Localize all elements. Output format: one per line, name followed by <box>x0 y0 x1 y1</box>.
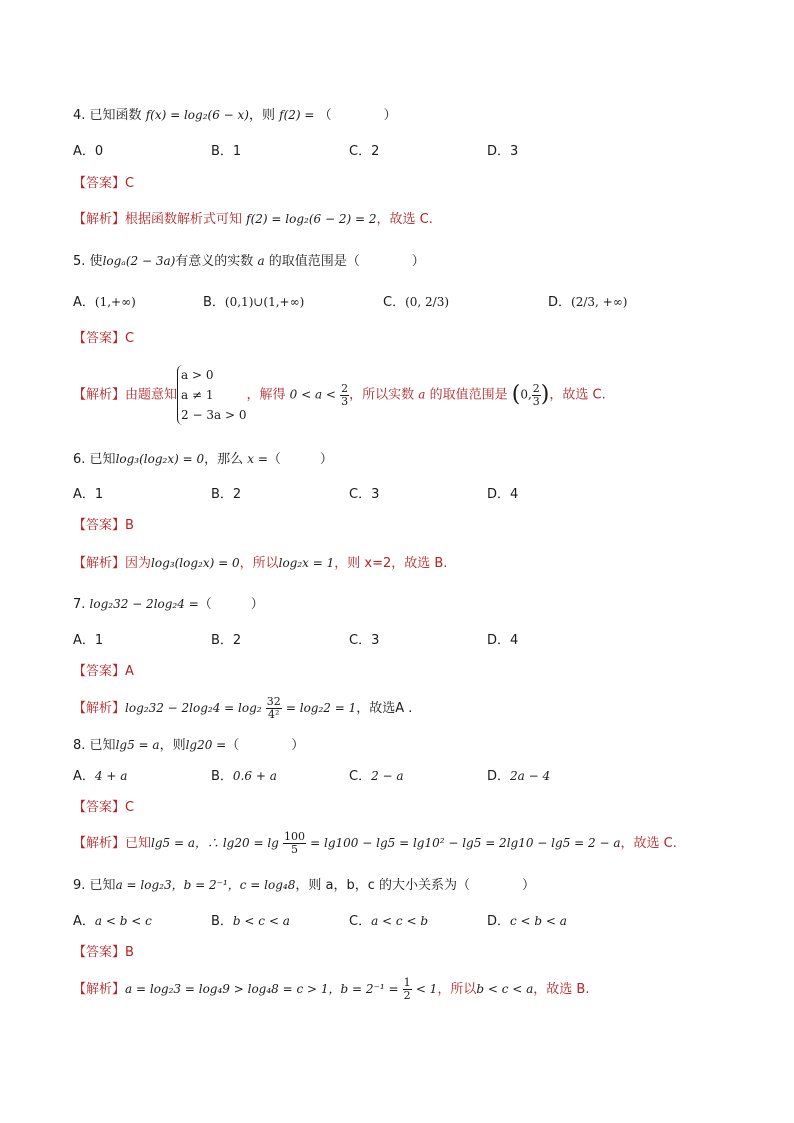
q7-option-a-letter: A． <box>73 633 95 648</box>
q4-option-a-value: 0 <box>94 144 104 159</box>
q5-explain-label: 【解析】 <box>73 387 126 403</box>
q5-case-2: a ≠ 1 <box>181 388 214 402</box>
q6-option-a-value: 1 <box>94 487 104 502</box>
q9-option-c <box>349 911 428 932</box>
q6-option-d-value: 4 <box>510 487 519 502</box>
q9-frac-den: 2 <box>403 989 411 1002</box>
q5-option-a-value: (1,+∞) <box>94 295 136 309</box>
q8-explain-end: ，故选 C. <box>620 836 677 851</box>
q9-explain-expr-d: b < c < a <box>476 982 534 996</box>
q8-option-c-letter: C． <box>349 769 372 784</box>
q9-expr-c: ，c = log₄8 <box>227 878 296 892</box>
q9-explain-expr-c: < 1 <box>415 982 438 996</box>
q4-answer-label: 【答案】 <box>73 176 126 191</box>
q5-explanation: 【解析】由题意知 a > 0 a ≠ 1 2 − 3a > 0 ，解得 0 < a < $\frac{2}{3}$ ，所以实数 a 的取值范围是 (0, $\frac{2}{3}$ )，故选 C. <box>73 365 606 425</box>
q5-option-d-letter: D． <box>548 295 572 310</box>
q9-explanation <box>73 975 589 1004</box>
q6-explain-text-c: ，则 x=2，故选 B. <box>334 556 448 571</box>
q4-explanation <box>73 209 433 230</box>
q7-explain-expr-b: = log₂2 = 1 <box>285 701 357 715</box>
q7-option-c <box>349 631 379 651</box>
q8-option-b-value: 0.6 + a <box>232 769 277 783</box>
q8-number: 8. <box>73 738 86 753</box>
q5-expr: logₐ(2 − 3a) <box>102 254 176 268</box>
q9-expr-a: a = log₂3 <box>115 878 172 892</box>
q8-explain-text-a: 已知 <box>125 836 152 851</box>
q6-option-b-letter: B． <box>211 487 233 502</box>
q9-fraction <box>403 977 412 1002</box>
q9-answer-label: 【答案】 <box>73 945 126 960</box>
q7-answer-value: A <box>125 664 134 679</box>
q5-explain-text-a: 由题意知 <box>125 387 178 403</box>
q9-option-a <box>73 911 152 932</box>
q4-answer <box>73 174 134 194</box>
q7-explain-expr-a: log₂32 − 2log₂4 = log₂ <box>125 701 262 715</box>
q5-fraction <box>340 383 349 408</box>
q7-stem <box>73 594 264 615</box>
q4-option-c-value: 2 <box>371 144 380 159</box>
q5-explain-ineq: 0 < a < <box>289 387 336 402</box>
q5-case-3: 2 − 3a > 0 <box>181 408 247 422</box>
q6-explain-text-a: 因为 <box>125 556 152 571</box>
q5-explain-text-b: ，解得 <box>246 387 286 403</box>
q8-text-b: ，则 <box>159 738 186 753</box>
q7-option-c-value: 3 <box>371 633 380 648</box>
q4-number: 4. <box>73 108 86 123</box>
q7-option-d-letter: D． <box>487 633 511 648</box>
q9-expr-b: ，b = 2⁻¹ <box>171 878 228 892</box>
q4-option-b <box>211 142 241 162</box>
q7-explanation <box>73 694 412 723</box>
q4-option-c-letter: C． <box>349 144 372 159</box>
q8-option-c-value: 2 − a <box>371 769 404 783</box>
q6-explanation <box>73 553 447 574</box>
q8-option-b <box>211 766 277 787</box>
q8-fraction <box>283 831 306 856</box>
q6-text-a: 已知 <box>89 452 116 467</box>
q8-answer-value: C <box>125 800 135 815</box>
q8-frac-den: 5 <box>290 843 298 856</box>
q8-answer-label: 【答案】 <box>73 800 126 815</box>
q4-explain-expr: f(2) = log₂(6 − 2) = 2 <box>246 212 377 226</box>
q8-explain-expr-a: lg5 = a <box>151 836 196 850</box>
q6-option-d-letter: D． <box>487 487 511 502</box>
q9-explain-label: 【解析】 <box>73 982 126 997</box>
q5-cases <box>177 365 246 425</box>
q7-option-a-value: 1 <box>94 633 104 648</box>
q9-number: 9. <box>73 878 86 893</box>
q6-expr: log₃(log₂x) = 0 <box>115 452 205 466</box>
q7-expr: log₂32 − 2log₂4 = <box>89 597 199 611</box>
q5-close-paren: ) <box>540 382 550 407</box>
q6-explain-expr-b: log₂x = 1 <box>278 556 335 570</box>
q6-option-c-value: 3 <box>371 487 380 502</box>
q5-frac-den: 3 <box>341 394 349 408</box>
q4-ask: f(2) = <box>279 108 315 122</box>
q5-option-b-value: (0,1)∪(1,+∞) <box>224 295 305 309</box>
q6-explain-label: 【解析】 <box>73 556 126 571</box>
q5-text-a: 使 <box>89 254 103 269</box>
q8-explain-label: 【解析】 <box>73 836 126 851</box>
q9-option-d-letter: D． <box>487 914 511 929</box>
q9-explain-expr-b: ，b = 2⁻¹ = <box>328 982 399 996</box>
q5-open-paren: ( <box>511 382 521 407</box>
q6-explain-expr-a: log₃(log₂x) = 0 <box>151 556 240 570</box>
q5-option-c-letter: C． <box>383 295 406 310</box>
q5-var: a <box>257 254 265 268</box>
q7-option-a <box>73 631 103 651</box>
q7-option-c-letter: C． <box>349 633 372 648</box>
q6-option-d <box>487 485 518 505</box>
q4-explain-end: ，故选 C. <box>376 212 433 227</box>
q8-option-d-value: 2a − 4 <box>510 769 551 783</box>
q4-text-b: ，则 <box>248 108 275 123</box>
q8-explanation <box>73 829 677 858</box>
q8-paren: （ ） <box>226 738 305 753</box>
q4-explain-text: 根据函数解析式可知 <box>125 212 243 227</box>
q5-case-1: a > 0 <box>181 368 214 382</box>
q8-option-a-value: 4 + a <box>94 769 128 783</box>
q5-explain-text-c: ，所以实数 <box>349 387 415 403</box>
q9-frac-num: 1 <box>403 976 411 989</box>
q6-option-c-letter: C． <box>349 487 372 502</box>
q4-option-b-letter: B． <box>211 144 233 159</box>
q6-answer-value: B <box>125 518 134 533</box>
q9-text-b: ，则 a，b，c 的大小关系为（ ） <box>295 878 535 893</box>
q8-option-b-letter: B． <box>211 769 233 784</box>
q7-answer-label: 【答案】 <box>73 664 126 679</box>
q9-option-c-letter: C． <box>349 914 372 929</box>
q8-option-a <box>73 766 127 787</box>
q5-option-a <box>73 292 136 313</box>
q6-text-b: ，那么 <box>204 452 244 467</box>
q7-option-b-value: 2 <box>232 633 242 648</box>
q9-option-b-letter: B． <box>211 914 233 929</box>
q4-option-d-value: 3 <box>510 144 519 159</box>
q8-option-a-letter: A． <box>73 769 95 784</box>
q6-ask: x = <box>247 452 268 466</box>
q5-option-d <box>548 292 627 313</box>
q4-option-d-letter: D． <box>487 144 511 159</box>
q6-answer <box>73 516 134 536</box>
q8-stem <box>73 735 304 756</box>
q7-option-d <box>487 631 518 651</box>
q7-explain-end: ，故选A . <box>356 701 413 716</box>
q8-option-d-letter: D． <box>487 769 511 784</box>
q4-explain-label: 【解析】 <box>73 212 126 227</box>
q9-option-a-value: a < b < c <box>94 914 152 928</box>
q5-text-b: 有意义的实数 <box>175 254 254 269</box>
q8-ask: lg20 = <box>185 738 227 752</box>
q4-option-b-value: 1 <box>232 144 242 159</box>
q9-option-d-value: c < b < a <box>510 914 567 928</box>
q4-stem <box>73 105 397 126</box>
q5-range-fraction: $\frac{2}{3}$ <box>532 381 540 408</box>
q7-paren: （ ） <box>198 597 264 612</box>
q7-option-b-letter: B． <box>211 633 233 648</box>
q7-number: 7. <box>73 597 86 612</box>
q5-option-d-value: (2/3, +∞) <box>571 295 628 309</box>
q8-text-a: 已知 <box>89 738 116 753</box>
q9-explain-end: ，故选 B. <box>533 982 590 997</box>
q7-frac-den: 4² <box>268 708 280 721</box>
q4-option-a <box>73 142 103 162</box>
q4-text-a: 已知函数 <box>89 108 142 123</box>
q5-explain-text-d: 的取值范围是 <box>429 387 508 403</box>
q9-text-a: 已知 <box>89 878 116 893</box>
q9-option-b-value: b < c < a <box>232 914 290 928</box>
q8-answer <box>73 798 134 818</box>
q6-option-a <box>73 485 103 505</box>
q7-option-d-value: 4 <box>510 633 519 648</box>
q9-explain-expr-a: a = log₂3 = log₄9 > log₄8 = c > 1 <box>125 982 329 996</box>
q5-answer <box>73 329 134 349</box>
q8-option-d <box>487 766 550 787</box>
q9-option-b <box>211 911 290 932</box>
q5-option-b-letter: B． <box>203 295 225 310</box>
q4-paren: （ ） <box>318 108 397 123</box>
q6-answer-label: 【答案】 <box>73 518 126 533</box>
q4-option-c <box>349 142 379 162</box>
q8-option-c <box>349 766 404 787</box>
q6-number: 6. <box>73 452 86 467</box>
q7-frac-num: 32 <box>266 695 281 708</box>
q5-answer-value: C <box>125 331 135 346</box>
q9-option-d <box>487 911 567 932</box>
q6-option-b <box>211 485 241 505</box>
q9-option-a-letter: A． <box>73 914 95 929</box>
q6-paren: （ ） <box>267 452 333 467</box>
q4-option-a-letter: A． <box>73 144 95 159</box>
q9-answer <box>73 943 134 963</box>
q5-text-c: 的取值范围是（ ） <box>268 254 425 269</box>
q9-stem <box>73 875 535 896</box>
q7-option-b <box>211 631 241 651</box>
q8-explain-expr-c: = lg100 − lg5 = lg10² − lg5 = 2lg10 − lg5 = 2 − a <box>310 836 621 850</box>
q9-explain-text: ，所以 <box>437 982 477 997</box>
q9-option-c-value: a < c < b <box>371 914 429 928</box>
q7-explain-label: 【解析】 <box>73 701 126 716</box>
q4-option-d <box>487 142 518 162</box>
q5-number: 5. <box>73 254 86 269</box>
q5-explain-end: ，故选 C. <box>549 387 606 403</box>
q6-option-b-value: 2 <box>232 487 242 502</box>
q4-expr: f(x) = log₂(6 − x) <box>145 108 249 122</box>
q5-stem <box>73 251 425 272</box>
q4-answer-value: C <box>125 176 135 191</box>
q9-answer-value: B <box>125 945 134 960</box>
q6-option-c <box>349 485 379 505</box>
q7-fraction <box>266 696 282 721</box>
q5-option-c-value: (0, 2/3) <box>405 295 450 309</box>
q5-explain-var: a <box>418 387 426 402</box>
q6-stem <box>73 449 333 470</box>
q7-answer <box>73 662 134 682</box>
q5-option-c <box>383 292 449 313</box>
q8-explain-expr-b: ，∴ lg20 = lg <box>195 836 279 850</box>
q8-expr: lg5 = a <box>115 738 160 752</box>
q8-frac-num: 100 <box>283 830 305 843</box>
q5-frac-num: 2 <box>341 381 349 395</box>
q6-explain-text-b: ，所以 <box>239 556 279 571</box>
q5-answer-label: 【答案】 <box>73 331 126 346</box>
q5-option-b <box>203 292 304 313</box>
q6-option-a-letter: A． <box>73 487 95 502</box>
q5-option-a-letter: A． <box>73 295 95 310</box>
